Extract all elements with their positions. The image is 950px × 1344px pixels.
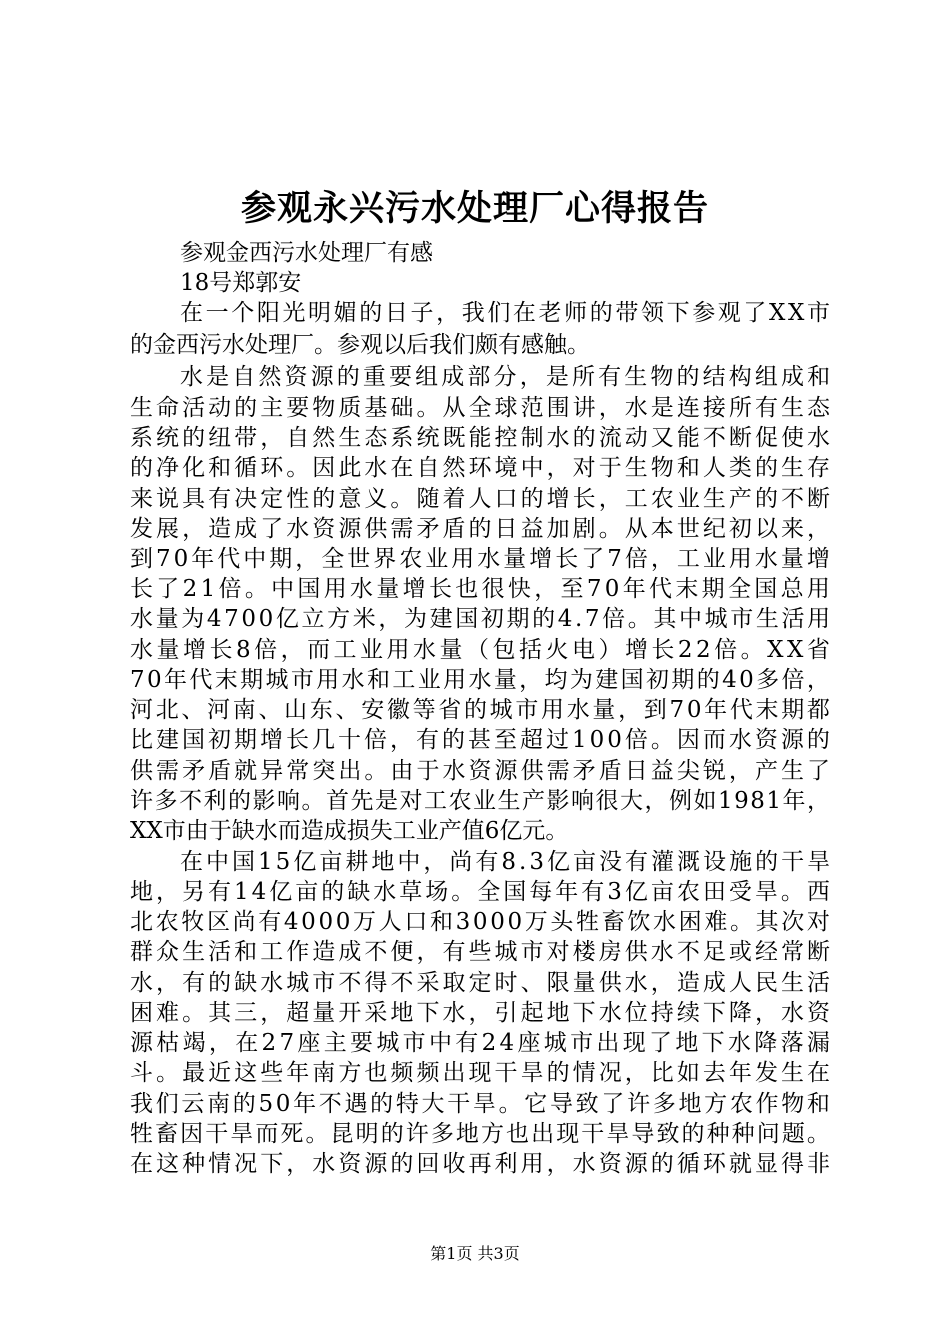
subtitle: 参观金西污水处理厂有感 — [180, 240, 433, 266]
paragraph-line: 北农牧区尚有4000万人口和3000万头牲畜饮水困难。其次对 — [130, 909, 833, 935]
paragraph-line: 到70年代中期，全世界农业用水量增长了7倍，工业用水量增 — [130, 546, 833, 572]
paragraph-line: 困难。其三，超量开采地下水，引起地下水位持续下降，水资 — [130, 1000, 834, 1026]
paragraph-line: 供需矛盾就异常突出。由于水资源供需矛盾日益尖锐，产生了 — [130, 758, 834, 784]
paragraph-line: XX市由于缺水而造成损失工业产值6亿元。 — [130, 818, 569, 844]
paragraph-line: 发展，造成了水资源供需矛盾的日益加剧。从本世纪初以来， — [130, 516, 834, 542]
paragraph-line: 斗。最近这些年南方也频频出现干旱的情况，比如去年发生在 — [130, 1060, 834, 1086]
paragraph-line: 牲畜因干旱而死。昆明的许多地方也出现干旱导致的种种问题。 — [130, 1121, 832, 1147]
paragraph-line: 许多不利的影响。首先是对工农业生产影响很大，例如1981年， — [130, 788, 832, 814]
paragraph-line: 的金西污水处理厂。参观以后我们颇有感触。 — [130, 332, 590, 358]
page-number: 第1页 共3页 — [430, 1244, 520, 1263]
paragraph-line: 源枯竭，在27座主要城市中有24座城市出现了地下水降落漏 — [130, 1030, 834, 1056]
paragraph-line: 来说具有决定性的意义。随着人口的增长，工农业生产的不断 — [130, 486, 834, 512]
paragraph-line: 长了21倍。中国用水量增长也很快，至70年代末期全国总用 — [130, 576, 834, 602]
paragraph-line: 系统的纽带，自然生态系统既能控制水的流动又能不断促使水 — [130, 425, 834, 451]
paragraph-line: 群众生活和工作造成不便，有些城市对楼房供水不足或经常断 — [130, 939, 834, 965]
paragraph-line: 比建国初期增长几十倍，有的甚至超过100倍。因而水资源的 — [130, 727, 833, 753]
paragraph-line: 生命活动的主要物质基础。从全球范围讲，水是连接所有生态 — [130, 395, 834, 421]
paragraph-line: 水量增长8倍，而工业用水量（包括火电）增长22倍。XX省 — [130, 637, 834, 663]
author-line: 18号郑郭安 — [180, 270, 302, 296]
paragraph-line: 的净化和循环。因此水在自然环境中，对于生物和人类的生存 — [130, 455, 834, 481]
paragraph-line: 70年代末期城市用水和工业用水量，均为建国初期的40多倍， — [130, 667, 833, 693]
paragraph-line: 在一个阳光明媚的日子，我们在老师的带领下参观了XX市 — [180, 300, 833, 326]
paragraph-line: 我们云南的50年不遇的特大干旱。它导致了许多地方农作物和 — [130, 1091, 833, 1117]
paragraph-line: 在中国15亿亩耕地中，尚有8.3亿亩没有灌溉设施的干旱 — [180, 849, 834, 875]
paragraph-line: 在这种情况下，水资源的回收再利用，水资源的循环就显得非 — [130, 1151, 834, 1177]
paragraph-line: 河北、河南、山东、安徽等省的城市用水量，到70年代末期都 — [130, 697, 833, 723]
document-title: 参观永兴污水处理厂心得报告 — [240, 188, 709, 229]
paragraph-line: 水是自然资源的重要组成部分，是所有生物的结构组成和 — [180, 364, 834, 390]
paragraph-line: 地，另有14亿亩的缺水草场。全国每年有3亿亩农田受旱。西 — [130, 879, 833, 905]
paragraph-line: 水量为4700亿立方米，为建国初期的4.7倍。其中城市生活用 — [130, 606, 833, 632]
paragraph-line: 水，有的缺水城市不得不采取定时、限量供水，造成人民生活 — [130, 970, 834, 996]
